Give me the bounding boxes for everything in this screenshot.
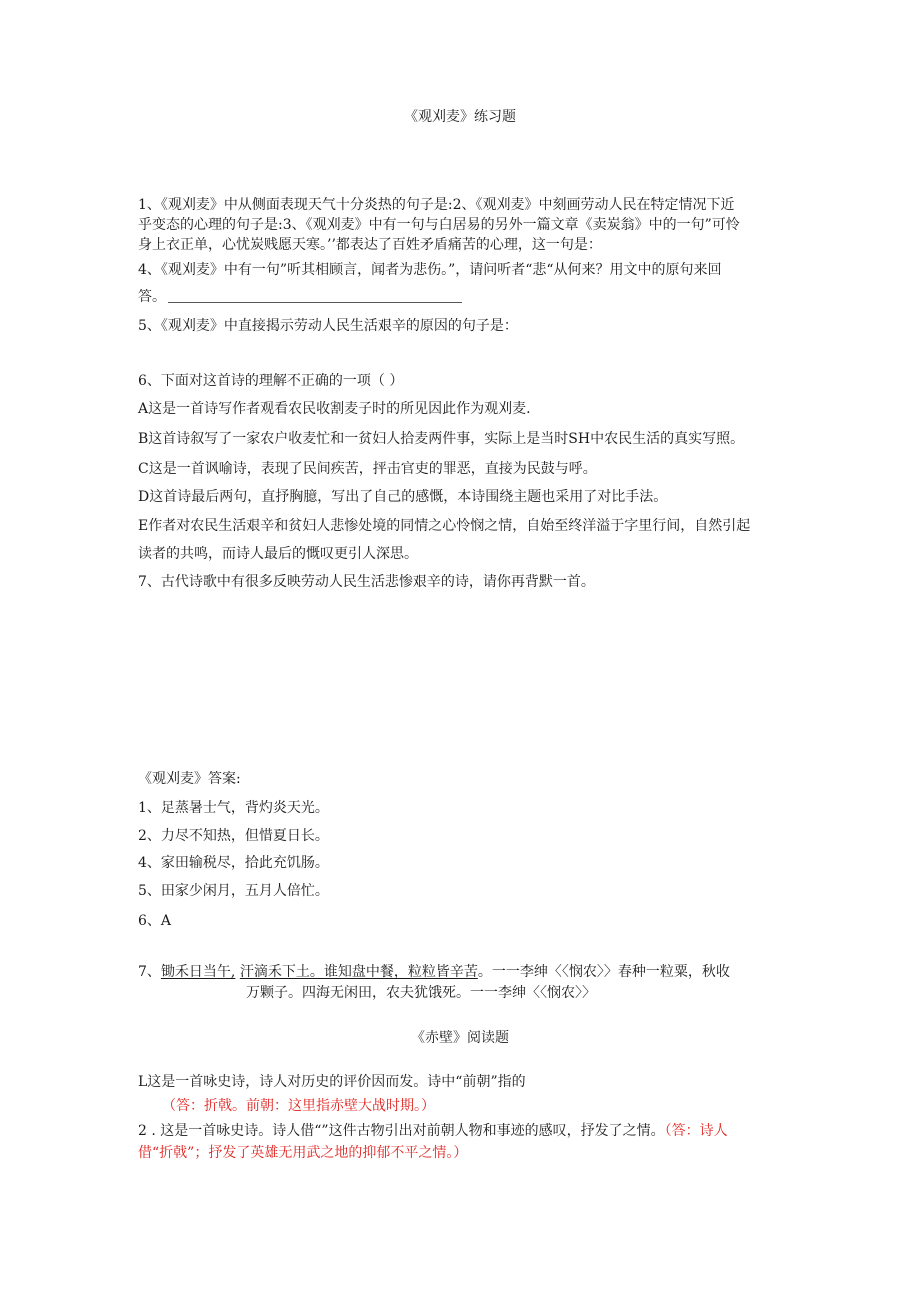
option-e-line-1: E作者对农民生活艰辛和贫妇人悲惨处境的同情之心怜悯之情，自始至终洋溢于字里行间，自然引起 [138,518,751,534]
answer-5: 5、田家少闲月，五月人倍忙。 [138,883,329,899]
chibi-question-2-line-1 [138,1121,728,1141]
chibi-question-2-text: 2 . 这是一首咏史诗。诗人借“”这件古物引出对前朝人物和事迹的感叹，抒发了之情。 [138,1123,665,1139]
answer-6: 6、A [138,913,172,929]
question-1-line-2: 乎变态的心理的句子是:3、《观刈麦》中有一句与白居易的另外一篇文章《卖炭翁》中的一句”可怜 [138,217,740,233]
option-a: A这是一首诗写作者观看农民收割麦子时的所见因此作为观刈麦. [138,401,531,417]
chibi-title: 《赤壁》阅读题 [411,1030,509,1046]
question-1-line-3: 身上衣正单，心忧炭贱愿天寒。’’都表达了百姓矛盾痛苦的心理，这一句是： [138,237,602,253]
chibi-question-1: L这是一首咏史诗，诗人对历史的评价因而发。诗中“前朝”指的 [138,1074,526,1090]
question-1-line-1: 1、《观刈麦》中从侧面表现天气十分炎热的句子是:2、《观刈麦》中刻画劳动人民在特定情况下近 [138,197,735,213]
answer-7-number: 7、 [138,964,161,980]
option-e-line-2: 读者的共鸣，而诗人最后的慨叹更引人深思。 [138,546,418,562]
question-7: 7、古代诗歌中有很多反映劳动人民生活悲惨艰辛的诗，请你再背默一首。 [138,574,595,590]
answer-7-line-1 [138,962,730,982]
option-d: D这首诗最后两句，直抒胸臆，写出了自己的感慨，本诗围绕主题也采用了对比手法。 [138,489,668,505]
option-c: C这是一首讽喻诗，表现了民间疾苦，抨击官吏的罪恶，直接为民鼓与呼。 [138,461,597,477]
question-4-line-2: 答。 [138,289,166,305]
answer-7-rest: 。一一李绅〈〈悯农〉〉春种一粒粟，秋收 [477,964,730,980]
answer-7-line-2: 万颗子。四海无闲田，农夫犹饿死。一一李绅〈〈悯农〉〉 [246,985,596,1001]
chibi-answer-2-start: （答：诗人 [664,1123,728,1139]
answer-7-underlined-1: 锄禾日当午, [160,964,236,980]
chibi-answer-2-line-2: 借“折戟”；抒发了英雄无用武之地的抑郁不平之情。） [138,1145,468,1161]
question-5: 5、《观刈麦》中直接揭示劳动人民生活艰辛的原因的句子是： [138,318,518,334]
chibi-answer-1: （答：折戟。前朝：这里指赤壁大战时期。） [162,1098,435,1114]
answer-blank-line [168,302,462,303]
answer-2: 2、力尽不知热，但惜夏日长。 [138,828,329,844]
answers-heading: 《观刈麦》答案: [138,771,241,787]
question-6: 6、下面对这首诗的理解不正确的一项（ ） [138,373,404,389]
answer-7-underlined-2: 汗滴禾下土。谁知盘中餐，粒粒皆辛苦 [239,964,478,980]
exercise-title: 《观刈麦》练习题 [404,109,516,125]
question-4-line-1: 4、《观刈麦》中有一句”听其相顾言，闻者为悲伤。”，请问听者“悲“从何来？用文中的原句来回 [138,262,722,278]
option-b: B这首诗叙写了一家农户收麦忙和一贫妇人拾麦两件事，实际上是当时SH中农民生活的真实写照。 [138,431,745,447]
answer-4: 4、家田输税尽，拾此充饥肠。 [138,855,329,871]
answer-1: 1、足蒸暑士气，背灼炎天光。 [138,800,329,816]
